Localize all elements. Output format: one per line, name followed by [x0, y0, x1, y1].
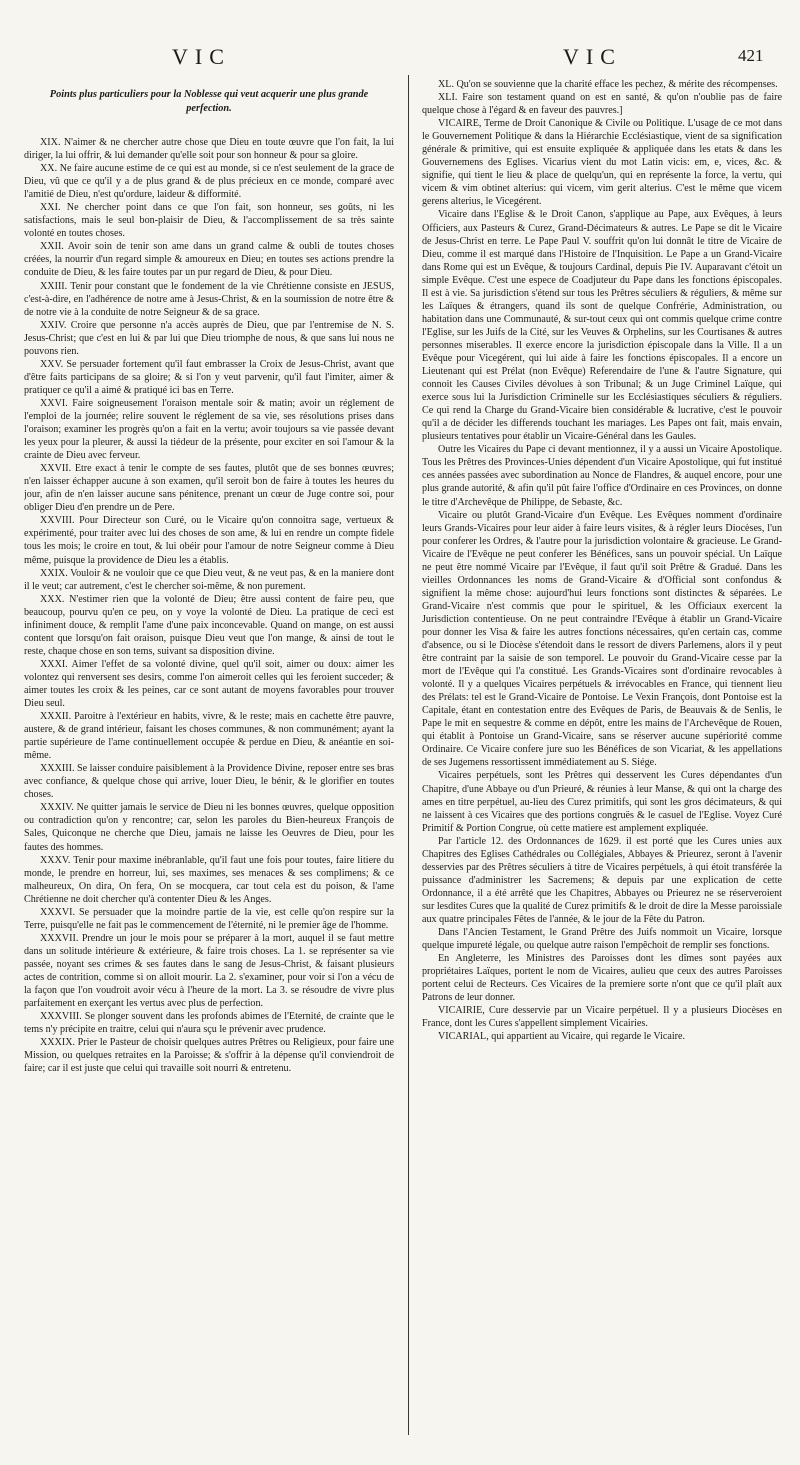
paragraph-xxii: XXII. Avoir soin de tenir son ame dans un grand calme & oubli de toutes choses créées, la nourrir d'un regard simple & amoureux en Dieu; en toutes ses actions prendre la conduite de Dieu, & les faire toutes par un pur regard de Dieu, & pour Dieu.	[24, 241, 394, 279]
paragraph-xxxiii: XXXIII. Se laisser conduire paisiblement à la Providence Divine, reposer entre ses bras avec confiance, & quelque chose qui arrive, louer Dieu, le bénir, & le glorifier en toutes choses.	[24, 763, 394, 801]
paragraph-xxix: XXIX. Vouloir & ne vouloir que ce que Dieu veut, & ne veut pas, & en la maniere dont il le veut; car autrement, c'est le chercher soi-même, & non purement.	[24, 567, 394, 592]
section-heading: Points plus particuliers pour la Noblesse qui veut acquerir une plus grande perfection.	[49, 89, 369, 114]
paragraph-xxxviii: XXXVIII. Se plonger souvent dans les profonds abimes de l'Eternité, de crainte que le tems n'y précipite en traitre, celui qui n'aura sçu le prévenir avec prudence.	[24, 1011, 394, 1036]
paragraph-xxv: XXV. Se persuader fortement qu'il faut embrasser la Croix de Jesus-Christ, avant que d'être faits participans de sa gloire; & si l'on y veut parvenir, qu'il faut l'imiter, aimer & pratiquer ce qu'il a aimé & pratiqué ici bas en Terre.	[24, 358, 394, 396]
paragraph-xxxiv: XXXIV. Ne quitter jamais le service de Dieu ni les bonnes œuvres, quelque opposition ou contradiction qu'on y rencontre; car, selon les paroles du Bien-heureux François de Sales, Quiconque ne cherche que Dieu, jamais ne laisse les Oeuvres de Dieu, pour les fautes des hommes.	[24, 802, 394, 853]
entry-vicarial: VICARIAL, qui appartient au Vicaire, qui regarde le Vicaire.	[438, 1031, 686, 1043]
paragraph-xxxv: XXXV. Tenir pour maxime inébranlable, qu'il faut une fois pour toutes, faire litiere du monde, le prendre en horreur, lui, ses maximes, ses menaces & ses complimens; & ce malheureux, On dira, On fera, On se mocquera, car tout cela est du poison, & l'ame Chrétienne ne doit chercher qu'à contenter Dieu & les Anges.	[24, 854, 394, 905]
paragraph-xxxii: XXXII. Paroitre à l'extérieur en habits, vivre, & le reste; mais en cachette être pauvre, austere, & de grand intérieur, faisant les choses communes, & non communément; ayant la partie supérieure de l'ame continuellement occupée & perdue en Dieu, & anéantie en soi-même.	[24, 711, 394, 762]
entry-grand-vicaire: Vicaire ou plutôt Grand-Vicaire d'un Evêque. Les Evêques nomment d'ordinaire leurs Grands-Vicaires pour leur aider à faire leurs visites, & à régler leurs Diocèses, l'un pour conferer les Ordres, & l'autre pour la jurisdiction volontaire & gracieuse. Le Grand-Vicaire de l'Evêque ne peut conferer les Bénéfices, sans un pouvoir spécial. Un Laïque ne peut être nommé Vicaire par l'Evêque, il faut qu'il soit Prêtre & Gradué. Dans les vieilles Ordonnances les noms de Grand-Vicaire & d'Official sont confondus & signifient la même chose: aujourd'hui leurs fonctions sont distinctes & séparées. Le Grand-Vicaire n'est commis que pour le spirituel, & les Officiaux exercent la Jurisdiction contentieuse. On ne peut contraindre l'Evêque à établir un Grand-Vicaire pour donner les Visa & faire les autres fonctions nécessaires, qu'en certain cas, comme d'absence, ou si le Diocèse s'étendoit dans le ressort de divers Parlemens, alors il y peut être contraint par la saisie de son temporel. Le pouvoir du Grand-Vicaire cesse par la mort de l'Evêque qui l'a constitué. Les Grands-Vicaires sont d'ordinaire revocables à volonté. Il y a quelques Vicaires perpétuels & irrévocables en France, qui tiennent lieu des Prélats: tel est le Grand-Vicaire de Pontoise. Le Vexin François, dont Pontoise est la Capitale, étant en contestation entre des Evêques de Paris, de Beauvais & de Senlis, le Pape le mit en sequestre & comme en dépôt, entre les mains de l'Archevêque de Rouen, qui établit à Pontoise un Grand-Vicaire, sans se réserver aucune supériorité comme Ordinaire. Ce Vicaire confere jure suo les Bénéfices de son Vicariat, & les appellations de ses Jugemens ressortissent immédiatement au S. Siége.	[422, 509, 782, 769]
paragraph-xl: XL. Qu'on se souvienne que la charité efface les pechez, & mérite des récompenses.	[438, 79, 778, 90]
paragraph-xxxi: XXXI. Aimer l'effet de sa volonté divine, quel qu'il soit, aimer ou doux: aimer les volontez qui renversent ses desirs, comme l'on aimeroit celles qui les feroient succeder; & aimer toutes les croix & les peines, car ce sont autant de moyens favorables pour trouver Dieu seul.	[24, 658, 394, 710]
paragraph-xix: XIX. N'aimer & ne chercher autre chose que Dieu en toute œuvre que l'on fait, la lui diriger, la lui offrir, & lui demander qu'elle soit pour son honneur & pour sa gloire.	[24, 137, 394, 162]
paragraph-xxvii: XXVII. Etre exact à tenir le compte de ses fautes, plutôt que de ses bonnes œuvres; n'en laisser échapper aucune à son examen, qu'il seroit bon de faire à toutes les heures du jour, afin de n'en laisser aucune sans pénitence, prenant un cœur de Juge contre soi, pour obliger Dieu d'en prendre un de Pere.	[24, 463, 394, 514]
paragraph-xx: XX. Ne faire aucune estime de ce qui est au monde, si ce n'est seulement de la grace de Dieu, vû que ce qu'il y a de plus grand & de plus précieux en ce monde, comparé avec l'amitié de Dieu, n'est qu'ordure, laideur & difformité.	[24, 163, 394, 201]
paragraph-xxiv: XXIV. Croire que personne n'a accès auprès de Dieu, que par l'entremise de N. S. Jesus-Christ; que c'est en lui & par lui que Dieu triomphe de nous, & que sans lui nous ne pouvons rien.	[24, 319, 394, 357]
running-head-left: VIC	[172, 44, 231, 69]
paragraph-xxxix: XXXIX. Prier le Pasteur de choisir quelques autres Prêtres ou Religieux, pour faire une Mission, ou quelques retraites en la Paroisse; & s'offrir à la dépense qu'il conviendroit de faire; car il est juste que celui qui travaille soit nourri & entretenu.	[24, 1037, 394, 1075]
paragraph-xxiii: XXIII. Tenir pour constant que le fondement de la vie Chrétienne consiste en JESUS, c'est-à-dire, en l'adhérence de notre ame à Jesus-Christ, & en la soumission de notre être & de notre vie à la conduite de notre Seigneur & de sa grace.	[24, 280, 394, 318]
entry-vicaire: VICAIRE, Terme de Droit Canonique & Civile ou Politique. L'usage de ce mot dans le Gouvernement Politique & dans la Hiérarchie Ecclésiastique, vient de sa signification générale & primitive, qui est ensuite expliquée & appliquée dans les etats & dans les Gouvernemens des Eglises. Vicarius vient du mot Latin vicis: em, e, vices, &c. & signifie, qui tient le lieu & place de quelqu'un, qui en représente la force, la vertu, qui vicem & vim obtinet alterius: qui vicem, vim gerit alterius. C'est le même que vicem gerens alterius, le Vicegérent.	[422, 118, 782, 208]
left-column	[24, 78, 394, 1458]
paragraph-xxx: XXX. N'estimer rien que la volonté de Dieu; être aussi content de faire peu, que beaucoup, pourvu qu'en ce peu, on y voye la volonté de Dieu. La pratique de ceci est infiniment douce, & remplit l'ame d'une paix inconcevable. Quand on mange, on est aussi content que lorsqu'on fait oraison, puisque Dieu veut que l'on mange, & ainsi de tout le reste, chaque chose en son tems, suivant sa disposition divine.	[24, 593, 394, 657]
entry-vicaire-eglise: Vicaire dans l'Eglise & le Droit Canon, s'applique au Pape, aux Evêques, à leurs Officiers, aux Pasteurs & Curez, Grand-Décimateurs & autres. Le Pape se dit le Vicaire de Jesus-Christ en terre. Le Pape Paul V. souffrit qu'on lui donnât le titre de Vicaire de Dieu, comme il est marqué dans l'Histoire de l'Inquisition. Le Pape a un Grand-Vicaire dans Rome qui est un Evêque, & toujours Cardinal, depuis Pie IV. Auparavant c'étoit un simple Evêque. C'est une espece de Coadjuteur du Pape dans les fonctions épiscopales. Il est à vie. Sa jurisdiction s'étend sur tous les Prêtres séculiers & réguliers, & même sur les Laïques & étrangers, quand ils sont de quelque Confrérie, Administration, ou habitation dans une Communauté, & sur-tout ceux qui ont commis quelque crime contre l'Eglise, sur les Juifs de la Cité, sur les Veuves & Orphelins, sur les Courtisanes & autres personnes miserables. Il exerce encore la jurisdiction épiscopale dans la Ville. Il a un Evêque pour Vicegérent, qui lui aide à faire les fonctions épiscopales. Il a encore un Lieutenant qui est Prélat (non Evêque) Referendaire de l'une & l'autre Signature, qui connoit les Causes Civiles dévolues à son Tribunal; & un Juge Criminel Laïque, qui exerce sous lui la Jurisdiction Criminelle sur les Ecclésiastiques séculiers & réguliers. Ce qui rend la Charge du Grand-Vicaire bien considérable & lucrative, c'est le pouvoir qu'il a de décider les differends touchant les mariages. Les Papes ont fait, mais envain, plusieurs tentatives pour établir un Vicaire-Général dans les Gaules.	[422, 209, 782, 443]
paragraph-xli: XLI. Faire son testament quand on est en santé, & qu'on n'oublie pas de faire quelque chose à l'égard & en faveur des pauvres.]	[422, 92, 782, 117]
paragraph-xxvi: XXVI. Faire soigneusement l'oraison mentale soir & matin; avoir un réglement de l'emploi de la journée; relire souvent le réglement de sa vie, ses résolutions prises dans l'oraison; examiner les progrès qu'on a fait en la vertu; avoir toujours sa vie passée devant les yeux pour la pleurer, & aussi la tiédeur de la présente, pour exciter en soi l'amour & la crainte de Dieu avec ferveur.	[24, 397, 394, 462]
entry-vicaires-perpetuels: Vicaires perpétuels, sont les Prêtres qui desservent les Cures dépendantes d'un Chapitre, d'une Abbaye ou d'un Prieuré, & réunies à leur Manse, & qui ont la charge des ames en titre perpétuel, au-lieu des Curez primitifs, qui sont les gros décimateurs, & qui ne laissent à ces Vicaires que des portions congruës & le casuel de l'Eglise. Voyez Curé Primitif & Portion Congrue, où cette matiere est amplement expliquée.	[422, 770, 782, 834]
page-number: 421	[738, 46, 764, 65]
paragraph-xxxvi: XXXVI. Se persuader que la moindre partie de la vie, est celle qu'on respire sur la Terre, puisqu'elle ne fait pas le commencement de l'éternité, ni le premier âge de l'homme.	[24, 906, 394, 931]
entry-ordonnances: Par l'article 12. des Ordonnances de 1629. il est porté que les Cures unies aux Chapitres des Eglises Cathédrales ou Collégiales, Abbayes & Prieurez, seront à l'avenir desservies par des Prêtres séculiers à titre de Vicaires perpétuels, à qui étoit transférée la puissance d'administrer les Sacremens; & depuis par une explication de cette Ordonnance, il a été arrêté que les Chapitres, Abbayes ou Prieurez ne se réserveroient sur lesdites Cures que la qualité de Curez primitifs & le droit de dire la Messe paroissiale aux quatre principales Fêtes de l'année, & le jour de la Fête du Patron.	[422, 835, 782, 925]
running-head-right: VIC	[563, 44, 622, 69]
entry-ancien-testament: Dans l'Ancien Testament, le Grand Prêtre des Juifs nommoit un Vicaire, lorsque quelque impureté légale, ou quelque autre raison l'empêchoit de remplir ses fonctions.	[422, 927, 782, 952]
right-column	[422, 78, 782, 1458]
entry-vicaire-apostolique: Outre les Vicaires du Pape ci devant mentionnez, il y a aussi un Vicaire Apostolique. Tous les Prêtres des Provinces-Unies dépendent d'un Vicaire Apostolique, qui fut institué ces années passées avec subordination au Nonce de Flandres, & auquel encore, pour une plus grande autorité, & afin qu'il pût faire l'office d'Ordinaire en ces Provinces, on donne le titre d'Archevêque de Philippe, de Sebaste, &c.	[422, 444, 782, 508]
paragraph-xxxvii: XXXVII. Prendre un jour le mois pour se préparer à la mort, auquel il se faut mettre dans un solitude intérieure & extérieure, & faire trois choses. La 1. se représenter sa vie passée, noyant ses crimes & ses fautes dans le sang de Jesus-Christ, & faisant plusieurs actes de contrition, comme si on alloit mourir. La 2. s'examiner, pour voir si l'on a vécu de la façon que l'on voudroit avoir vécu à l'heure de la mort. La 3. se résoudre de vivre plus parfaitement en exerçant les vertus avec plus de perfection.	[24, 932, 394, 1010]
paragraph-xxviii: XXVIII. Pour Directeur son Curé, ou le Vicaire qu'on connoitra sage, vertueux & expérimenté, pour traiter avec lui des choses de son ame, & lui en rendre un compte fidele tous les mois; le croire en tout, & lui obéir pour l'amour de notre Seigneur comme à Dieu même, puisque la providence de Dieu les a établis.	[24, 515, 394, 566]
column-divider	[408, 75, 409, 1435]
entry-vicairie: VICAIRIE, Cure desservie par un Vicaire perpétuel. Il y a plusieurs Diocèses en France, dont les Cures s'appellent simplement Vicairies.	[422, 1005, 782, 1030]
paragraph-xxi: XXI. Ne chercher point dans ce que l'on fait, son honneur, ses goûts, ni les satisfactions, mais le seul bon-plaisir de Dieu, & l'accomplissement de sa très sainte volonté en toutes choses.	[24, 202, 394, 240]
entry-angleterre: En Angleterre, les Ministres des Paroisses dont les dîmes sont payées aux propriétaires Laïques, portent le nom de Vicaires, aulieu que ceux des autres Paroisses portent celui de Recteurs. Ces Vicaires de la premiere sorte n'ont que ce qu'il plaît aux Patrons de leur donner.	[422, 953, 782, 1004]
